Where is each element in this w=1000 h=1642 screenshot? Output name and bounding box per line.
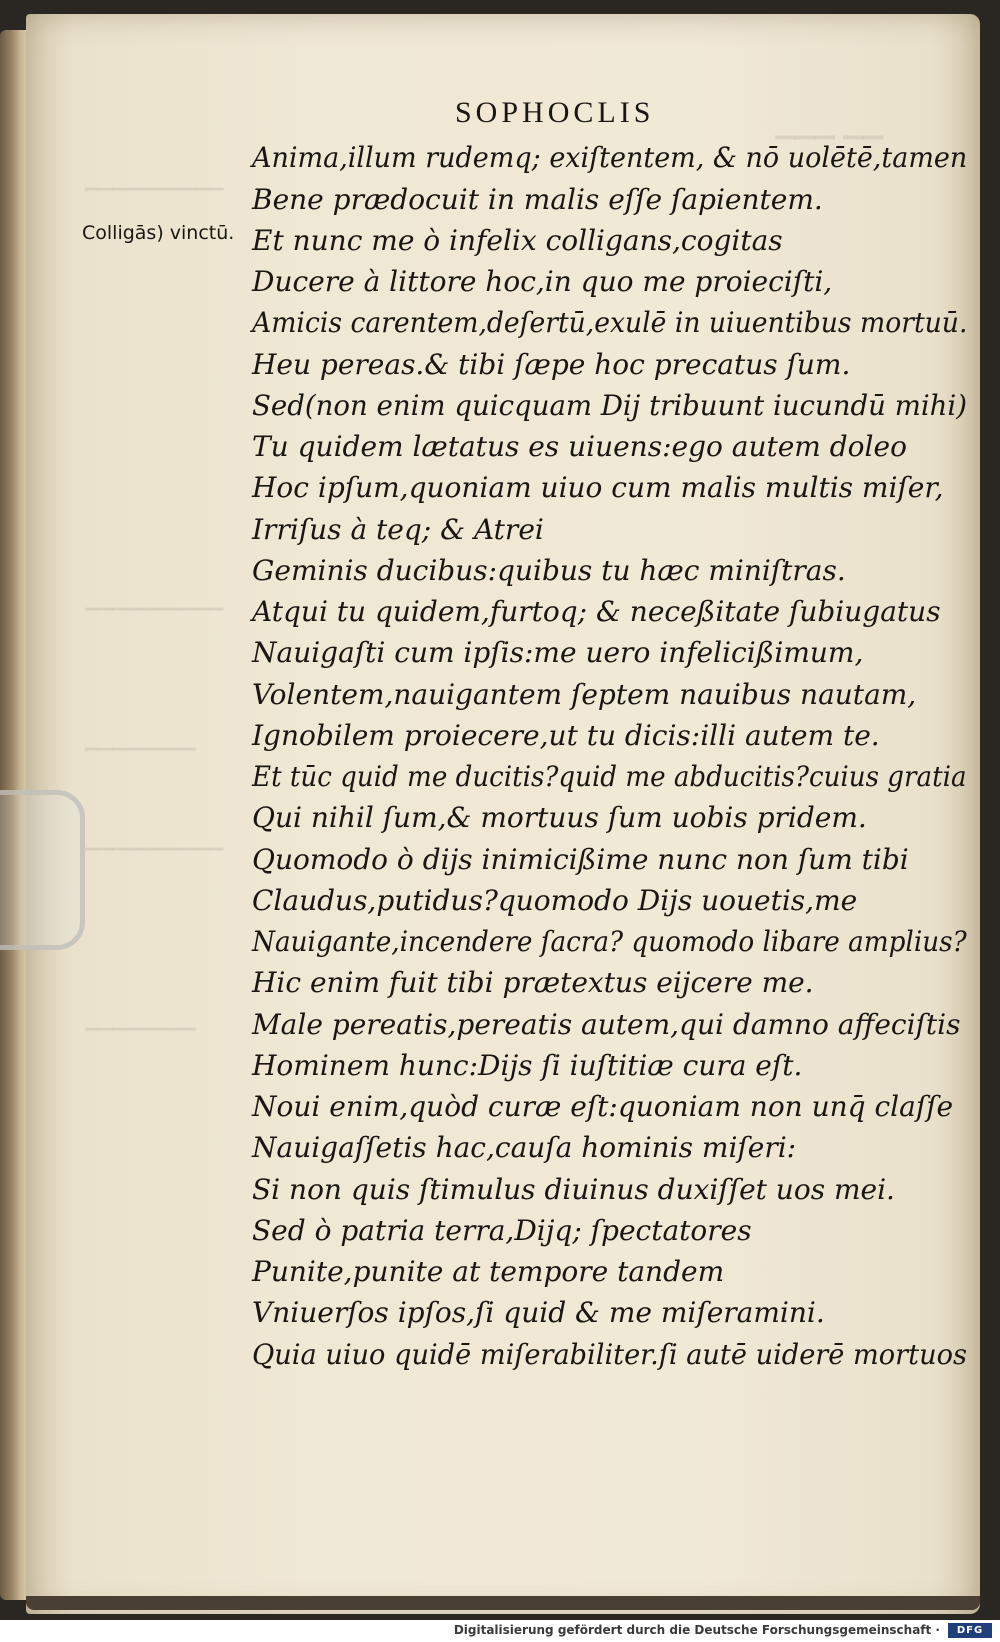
verse-line: Sed ò patria terra,Dijq; ſpectatores (252, 1214, 752, 1247)
verse-line: Hominem hunc:Dijs ſi iuſtitiæ cura eſt. (252, 1049, 803, 1082)
verse-line: Atqui tu quidem,furtoq; & neceßitate ſubiugatus (252, 595, 941, 628)
verse-line: Nauigaſſetis hac,cauſa hominis miſeri: (252, 1131, 797, 1164)
verse-line: Si non quis ſtimulus diuinus duxiſſet uos mei. (252, 1173, 895, 1206)
verse-line: Bene prædocuit in malis eſſe ſapientem. (252, 183, 823, 216)
verse-line: Male pereatis,pereatis autem,qui damno affeciſtis (252, 1008, 961, 1041)
page-bottom-edge (26, 1596, 980, 1610)
verse-line: Anima,illum rudemq; exiſtentem, & nō uolētē,tamen (252, 141, 968, 174)
dfg-logo-icon: DFG (948, 1623, 992, 1638)
book-clasp (0, 790, 85, 950)
verse-line: Ignobilem proiecere,ut tu dicis:illi autem te. (252, 719, 880, 752)
verse-line: Punite,punite at tempore tandem (252, 1255, 725, 1288)
running-head: SOPHOCLIS (455, 96, 655, 129)
verse-line: Quia uiuo quidē miſerabiliter.ſi autē uiderē mortuos (252, 1338, 967, 1371)
funding-footer (0, 1620, 1000, 1642)
verse-line: Noui enim,quòd curæ eſt:quoniam non unq̄ claſſe (252, 1090, 954, 1123)
verse-line: Hic enim fuit tibi prætextus eijcere me. (252, 966, 814, 999)
verse-line: Claudus,putidus?quomodo Dijs uouetis,me (252, 884, 858, 917)
verse-line: Irriſus à teq; & Atrei (252, 513, 544, 546)
verse-line: Nauigaſti cum ipſis:me uero infelicißimum, (252, 636, 864, 669)
verse-line: Tu quidem lætatus es uiuens:ego autem doleo (252, 430, 907, 463)
verse-line: Hoc ipſum,quoniam uiuo cum malis multis miſer, (252, 471, 944, 504)
verse-line: Geminis ducibus:quibus tu hæc miniſtras. (252, 554, 846, 587)
verse-line: Qui nihil ſum,& mortuus ſum uobis pridem. (252, 801, 867, 834)
verse-line: Amicis carentem,deſertū,exulē in uiuentibus mortuū. (252, 306, 968, 339)
verse-line: Et nunc me ò infelix colligans,cogitas (252, 224, 783, 257)
funding-credit: Digitalisierung gefördert durch die Deutsche Forschungsgemeinschaft · (453, 1623, 940, 1637)
margin-note: Colligās) vinctū. (82, 222, 235, 244)
verse-line: Ducere à littore hoc,in quo me proieciſti, (252, 265, 833, 298)
verse-line: Vniuerſos ipſos,ſi quid & me miſeramini. (252, 1296, 825, 1329)
verse-line: Et tūc quid me ducitis?quid me abducitis?cuius gratia (252, 760, 967, 793)
verse-line: Heu pereas.& tibi ſæpe hoc precatus ſum. (252, 348, 851, 381)
verse-line: Nauigante,incendere ſacra? quomodo libare amplius? (252, 925, 967, 958)
verse-line: Volentem,nauigantem ſeptem nauibus nautam, (252, 678, 917, 711)
verse-line: Sed(non enim quicquam Dij tribuunt iucundū mihi) (252, 389, 968, 422)
verse-line: Quomodo ò dijs inimicißime nunc non ſum tibi (252, 843, 909, 876)
